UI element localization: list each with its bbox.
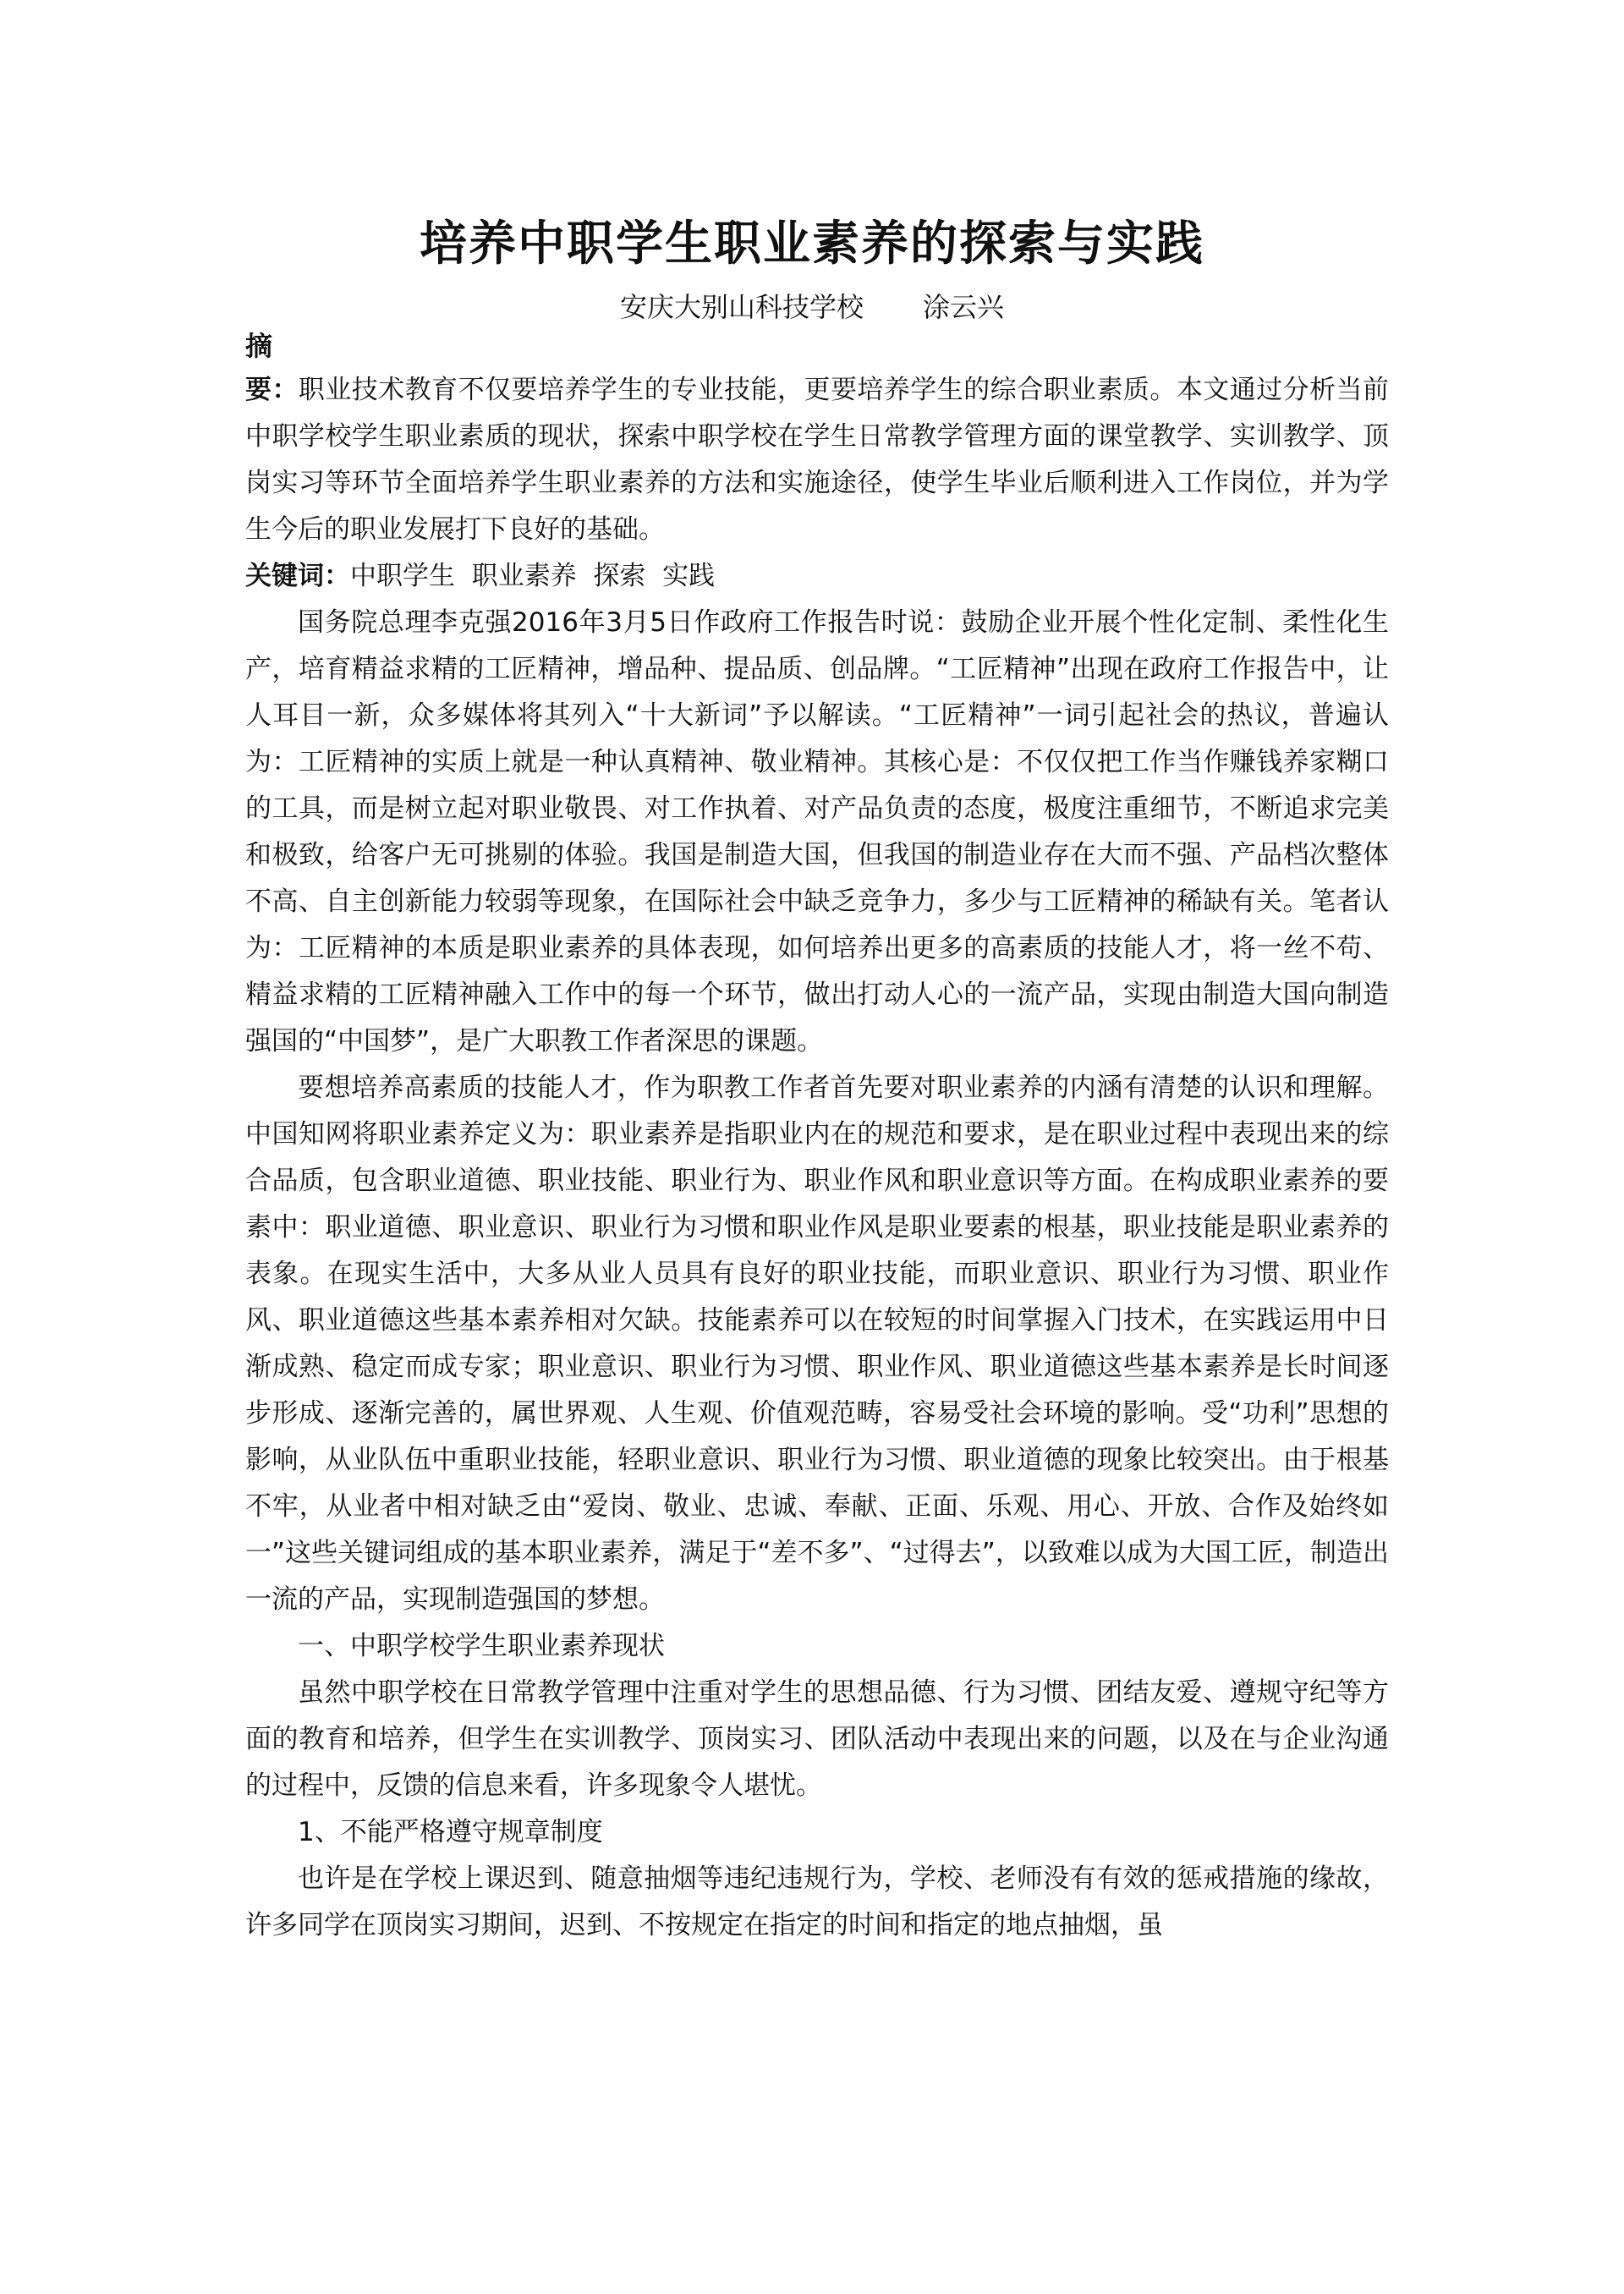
keywords-text: 中职学生 职业素养 探索 实践 — [350, 561, 716, 591]
keywords-line — [245, 553, 1389, 600]
abstract-paragraph — [245, 367, 1389, 553]
abstract-heading: 摘 — [245, 330, 273, 362]
section-paragraph-1: 虽然中职学校在日常教学管理中注重对学生的思想品德、行为习惯、团结友爱、遵规守纪等方面的教育和培养，但学生在实训教学、顶岗实习、团队活动中表现出来的问题，以及在与企业沟通的过程中，反馈的信息来看，许多现象令人堪忧。 — [245, 1677, 1389, 1801]
body-paragraph-2: 要想培养高素质的技能人才，作为职教工作者首先要对职业素养的内涵有清楚的认识和理解。中国知网将职业素养定义为：职业素养是指职业内在的规范和要求，是在职业过程中表现出来的综合品质，包含职业道德、职业技能、职业行为、职业作风和职业意识等方面。在构成职业素养的要素中：职业道德、职业意识、职业行为习惯和职业作风是职业要素的根基，职业技能是职业素养的表象。在现实生活中，大多从业人员具有良好的职业技能，而职业意识、职业行为习惯、职业作风、职业道德这些基本素养相对欠缺。技能素养可以在较短的时间掌握入门技术，在实践运用中日渐成熟、稳定而成专家；职业意识、职业行为习惯、职业作风、职业道德这些基本素养是长时间逐步形成、逐渐完善的，属世界观、人生观、价值观范畴，容易受社会环境的影响。受“功利”思想的影响，从业队伍中重职业技能，轻职业意识、职业行为习惯、职业道德的现象比较突出。由于根基不牢，从业者中相对缺乏由“爱岗、敬业、忠诚、奉献、正面、乐观、用心、开放、合作及始终如一”这些关键词组成的基本职业素养，满足于“差不多”、“过得去”，以致难以成为大国工匠，制造出一流的产品，实现制造强国的梦想。 — [245, 1073, 1389, 1615]
abstract-text: 职业技术教育不仅要培养学生的专业技能，更要培养学生的综合职业素质。本文通过分析当前中职学校学生职业素质的现状，探索中职学校在学生日常教学管理方面的课堂教学、实训教学、顶岗实习等环节全面培养学生职业素养的方法和实施途径，使学生毕业后顺利进入工作岗位，并为学生今后的职业发展打下良好的基础。 — [245, 375, 1389, 545]
author-name: 涂云兴 — [923, 291, 1005, 323]
page-title: 培养中职学生职业素养的探索与实践 — [420, 216, 1204, 272]
author-line — [0, 286, 1624, 328]
body-paragraph-1: 国务院总理李克强2016年3月5日作政府工作报告时说：鼓励企业开展个性化定制、柔性化生产，培育精益求精的工匠精神，增品种、提品质、创品牌。“工匠精神”出现在政府工作报告中，让人耳目一新，众多媒体将其列入“十大新词”予以解读。“工匠精神”一词引起社会的热议，普遍认为：工匠精神的实质上就是一种认真精神、敬业精神。其核心是：不仅仅把工作当作赚钱养家糊口的工具，而是树立起对职业敬畏、对工作执着、对产品负责的态度，极度注重细节，不断追求完美和极致，给客户无可挑剔的体验。我国是制造大国，但我国的制造业存在大而不强、产品档次整体不高、自主创新能力较弱等现象，在国际社会中缺乏竞争力，多少与工匠精神的稀缺有关。笔者认为：工匠精神的本质是职业素养的具体表现，如何培养出更多的高素质的技能人才，将一丝不苟、精益求精的工匠精神融入工作中的每一个环节，做出打动人心的一流产品，实现由制造大国向制造强国的“中国梦”，是广大职教工作者深思的课题。 — [245, 607, 1389, 1056]
keywords-label: 关键词： — [245, 561, 350, 591]
subsection-paragraph-1: 也许是在学校上课迟到、随意抽烟等违纪违规行为，学校、老师没有有效的惩戒措施的缘故，许多同学在顶岗实习期间，迟到、不按规定在指定的时间和指定的地点抽烟，虽 — [245, 1863, 1389, 1940]
subsection-heading-1: 1、不能严格遵守规章制度 — [298, 1817, 603, 1847]
author-school: 安庆大别山科技学校 — [619, 291, 864, 323]
document-body — [245, 325, 1389, 1949]
section-heading-1: 一、中职学校学生职业素养现状 — [298, 1631, 665, 1661]
abstract-label: 要： — [245, 375, 299, 405]
